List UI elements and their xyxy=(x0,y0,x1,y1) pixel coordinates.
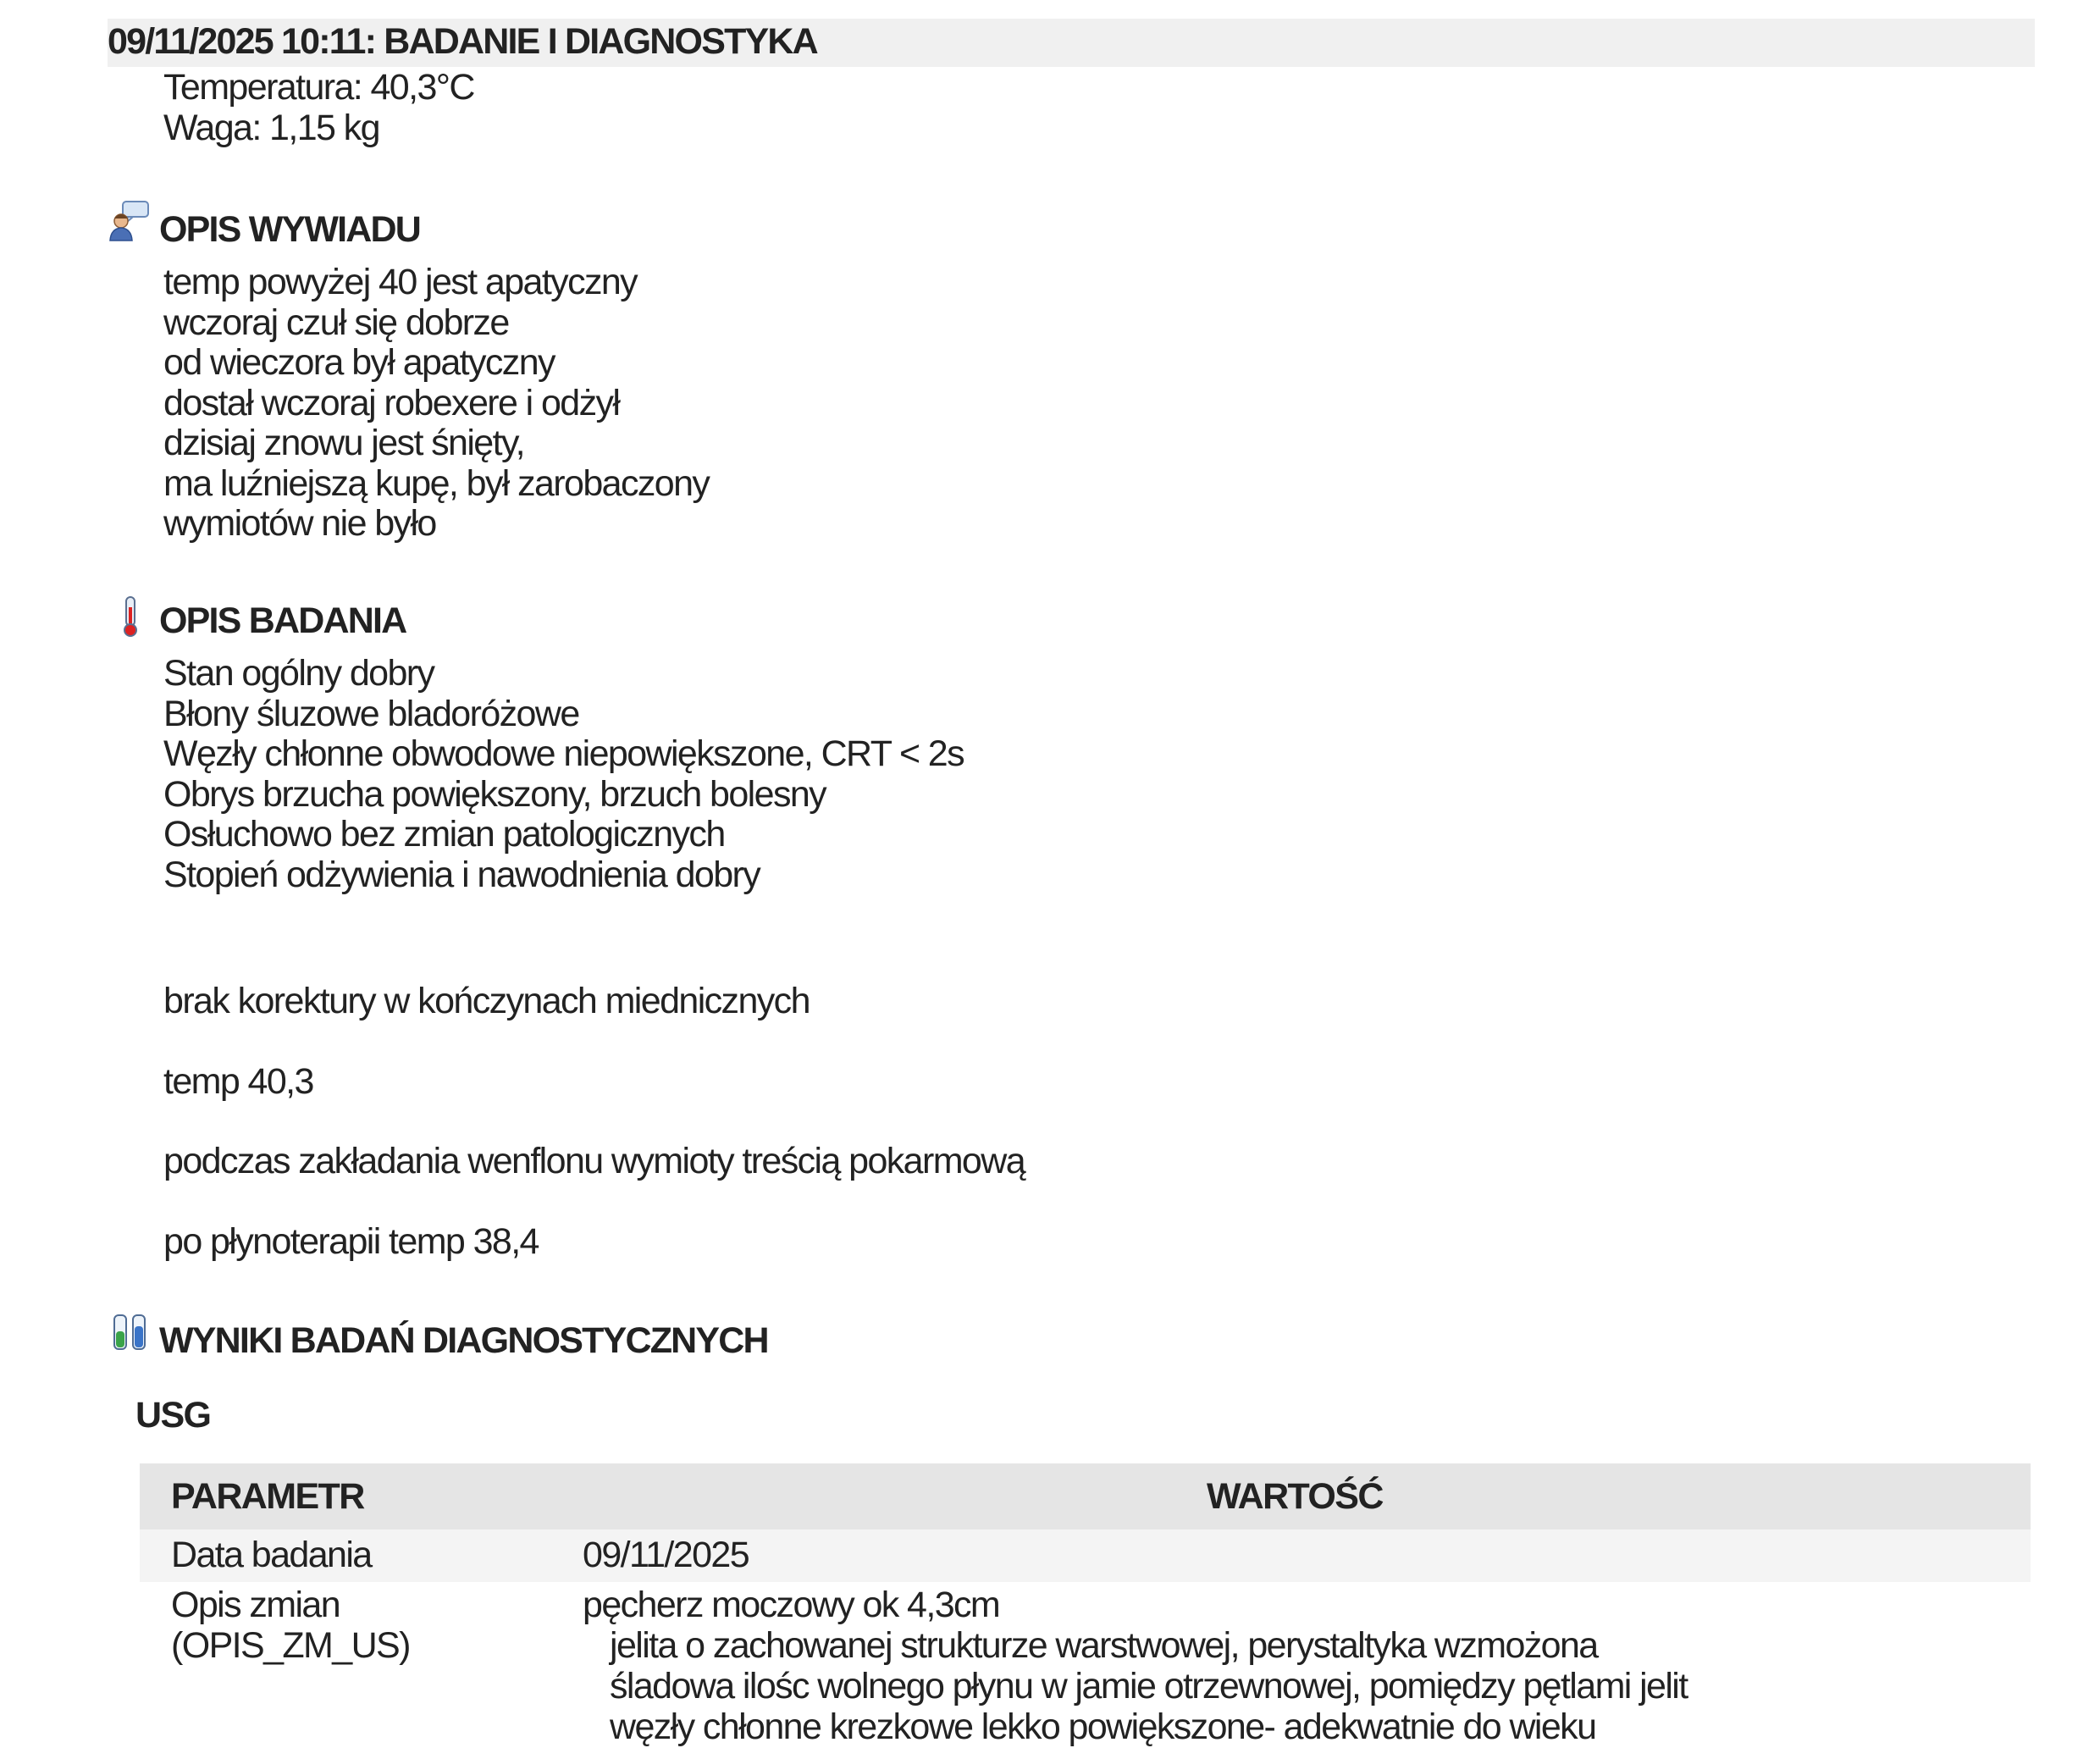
examination-note: podczas zakładania wenflonu wymioty treścią pokarmową xyxy=(163,1141,1025,1181)
value-cell-line: śladowa ilośc wolnego płynu w jamie otrzewnowej, pomiędzy pętlami jelit xyxy=(610,1666,1688,1706)
value-cell-line: jelita o zachowanej strukturze warstwowej, perystaltyka wzmożona xyxy=(610,1625,1598,1666)
examination-line: Osłuchowo bez zmian patologicznych xyxy=(163,814,725,855)
interview-line: ma luźniejszą kupę, był zarobaczony xyxy=(163,462,710,504)
examination-line: Stopień odżywienia i nawodnienia dobry xyxy=(163,854,760,895)
table-header-row xyxy=(140,1463,2031,1529)
interview-heading: OPIS WYWIADU xyxy=(159,209,421,250)
interview-line: wczoraj czuł się dobrze xyxy=(163,301,509,343)
examination-note: temp 40,3 xyxy=(163,1061,313,1102)
examination-line: Stan ogólny dobry xyxy=(163,653,434,694)
interview-line: wymiotów nie było xyxy=(163,503,436,544)
examination-line: Błony śluzowe bladoróżowe xyxy=(163,693,579,734)
interview-line: dostał wczoraj robexere i odżył xyxy=(163,382,620,423)
column-header-parameter: PARAMETR xyxy=(171,1476,364,1517)
visit-title: 09/11/2025 10:11: BADANIE I DIAGNOSTYKA xyxy=(108,21,817,62)
diagnostics-heading: WYNIKI BADAŃ DIAGNOSTYCZNYCH xyxy=(159,1320,768,1361)
value-cell-line: węzły chłonne krezkowe lekko powiększone- adekwatnie do wieku xyxy=(610,1706,1596,1747)
param-cell-code: (OPIS_ZM_US) xyxy=(171,1625,410,1666)
interview-line: od wieczora był apatyczny xyxy=(163,342,555,383)
test-tubes-icon xyxy=(110,1313,152,1358)
examination-note: po płynoterapii temp 38,4 xyxy=(163,1221,539,1262)
thermometer-icon xyxy=(121,595,140,642)
param-cell: Opis zmian xyxy=(171,1585,340,1625)
test-name: USG xyxy=(135,1395,211,1435)
interview-text xyxy=(163,263,709,545)
vitals-block xyxy=(163,68,474,148)
person-speech-icon xyxy=(108,200,152,246)
column-header-value: WARTOŚĆ xyxy=(1207,1476,1383,1517)
examination-text xyxy=(163,654,964,895)
interview-line: dzisiaj znowu jest śnięty, xyxy=(163,423,525,463)
param-cell: Data badania xyxy=(171,1535,372,1575)
vital-temperature: Temperatura: 40,3°C xyxy=(163,67,474,108)
table-row xyxy=(140,1529,2031,1582)
value-cell: 09/11/2025 xyxy=(583,1535,749,1575)
vital-weight: Waga: 1,15 kg xyxy=(163,107,379,148)
examination-heading: OPIS BADANIA xyxy=(159,600,406,641)
value-cell: pęcherz moczowy ok 4,3cm xyxy=(583,1585,1000,1625)
examination-line: Obrys brzucha powiększony, brzuch bolesny xyxy=(163,773,826,815)
interview-line: temp powyżej 40 jest apatyczny xyxy=(163,262,638,302)
examination-line: Węzły chłonne obwodowe niepowiększone, CRT < 2s xyxy=(163,733,964,774)
examination-note: brak korektury w kończynach miednicznych xyxy=(163,981,810,1021)
visit-header xyxy=(108,19,2035,67)
